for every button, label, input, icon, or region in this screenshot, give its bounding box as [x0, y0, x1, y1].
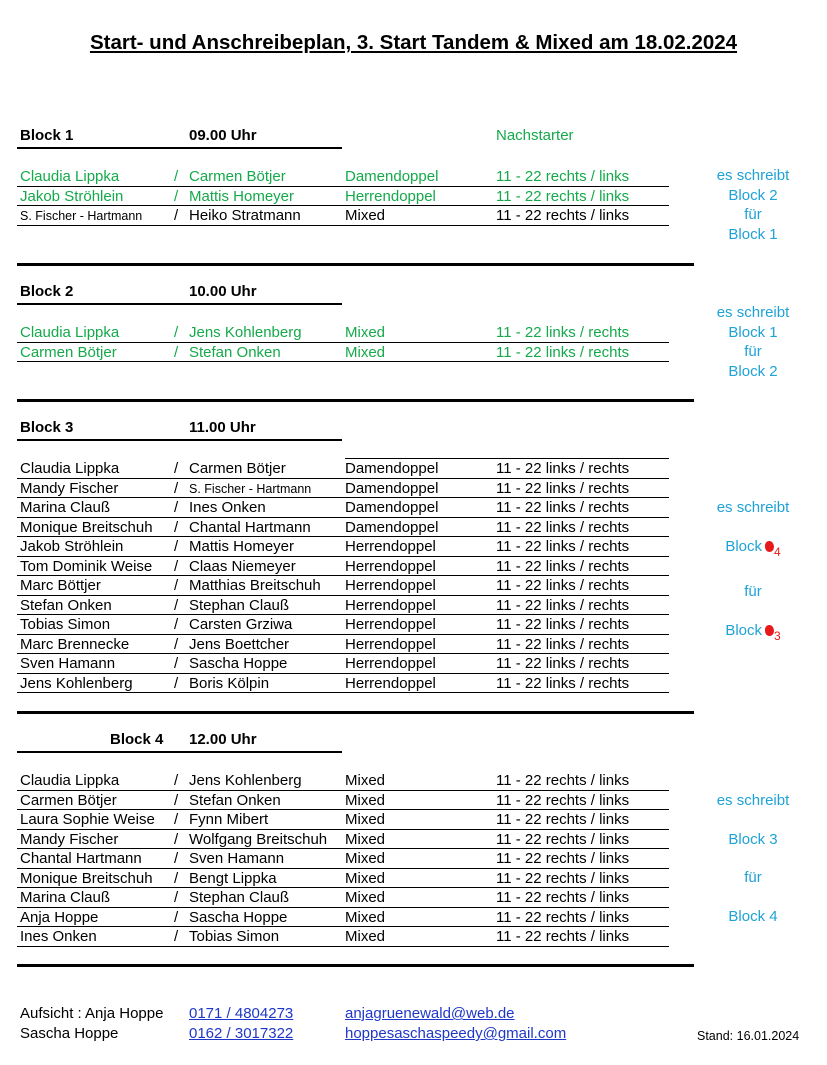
lanes: 11 - 22 rechts / links — [496, 869, 630, 887]
writer-note-text: Block — [725, 538, 762, 555]
player-2: Claas Niemeyer — [189, 557, 296, 575]
table-row — [0, 674, 700, 694]
lanes: 11 - 22 rechts / links — [496, 811, 630, 828]
lanes: 11 - 22 rechts / links — [496, 188, 630, 205]
page-title: Start- und Anschreibeplan, 3. Start Tandem & Mixed am 18.02.2024 — [89, 31, 738, 54]
discipline: Herrendoppel — [345, 577, 436, 594]
discipline: Herrendoppel — [345, 674, 436, 692]
separator: / — [174, 674, 179, 692]
discipline: Herrendoppel — [345, 557, 436, 575]
table-row — [0, 927, 700, 947]
block-label: Block 4 — [110, 731, 164, 748]
lanes: 11 - 22 links / rechts — [496, 324, 630, 341]
table-row — [0, 635, 700, 655]
discipline: Damendoppel — [345, 518, 439, 536]
player-1: Tom Dominik Weise — [20, 557, 153, 575]
player-1: Marc Böttjer — [20, 577, 101, 594]
writer-note-line: für — [744, 343, 762, 360]
separator: / — [174, 207, 179, 224]
block-label: Block 2 — [20, 283, 74, 300]
discipline: Mixed — [345, 207, 386, 224]
table-row — [0, 518, 700, 538]
lanes: 11 - 22 rechts / links — [496, 207, 630, 224]
separator: / — [174, 889, 179, 906]
separator: / — [174, 577, 179, 594]
writer-note-line: für — [744, 583, 762, 600]
row-divider — [17, 225, 669, 226]
lanes: 11 - 22 links / rechts — [496, 674, 630, 692]
table-row — [0, 810, 700, 830]
table-row — [0, 498, 700, 518]
discipline: Mixed — [345, 928, 386, 945]
separator: / — [174, 168, 179, 185]
player-1: Jakob Ströhlein — [20, 538, 124, 555]
player-1: Sven Hamann — [20, 655, 116, 672]
writer-note-line: Block 2 — [728, 362, 778, 380]
phone-link-2[interactable]: 0162 / 3017322 — [189, 1025, 294, 1042]
player-1: Claudia Lippka — [20, 324, 120, 341]
lanes: 11 - 22 links / rechts — [496, 499, 630, 516]
player-2: Stefan Onken — [189, 344, 281, 361]
discipline: Mixed — [345, 908, 386, 926]
discipline: Mixed — [345, 772, 386, 789]
writer-note-line: es schreibt — [716, 792, 790, 809]
table-row — [0, 830, 700, 850]
table-row — [0, 343, 700, 363]
annotation-subscript: 3 — [774, 629, 781, 643]
block-time: 11.00 Uhr — [189, 419, 256, 436]
table-row — [0, 557, 700, 577]
player-1: Anja Hoppe — [20, 908, 99, 926]
stand-date: Stand: 16.01.2024 — [697, 1029, 800, 1043]
lanes: 11 - 22 links / rechts — [496, 655, 630, 672]
player-1: Carmen Bötjer — [20, 791, 117, 809]
block-divider — [17, 263, 694, 266]
phone-link-1[interactable]: 0171 / 4804273 — [189, 1005, 294, 1022]
player-1: Jakob Ströhlein — [20, 188, 124, 205]
lanes: 11 - 22 links / rechts — [496, 344, 630, 361]
email-link-1[interactable]: anjagruenewald@web.de — [345, 1005, 515, 1022]
player-2: Sven Hamann — [189, 850, 285, 867]
separator: / — [174, 460, 179, 477]
row-divider — [17, 692, 669, 693]
writer-note-line: Block 1 — [728, 323, 778, 341]
separator: / — [174, 518, 179, 536]
aufsicht-label — [20, 1004, 163, 1024]
separator: / — [174, 538, 179, 555]
table-row — [0, 323, 700, 343]
block-header-underline — [17, 303, 342, 305]
email-link-2[interactable]: hoppesaschaspeedy@gmail.com — [345, 1025, 567, 1042]
table-row — [0, 576, 700, 596]
player-1: Stefan Onken — [20, 596, 112, 614]
separator: / — [174, 830, 179, 848]
lanes: 11 - 22 links / rechts — [496, 460, 630, 477]
writer-note — [708, 303, 798, 381]
player-1: Carmen Bötjer — [20, 344, 117, 361]
table-row — [0, 654, 700, 674]
lanes: 11 - 22 rechts / links — [496, 928, 630, 945]
supervisor-1: Anja Hoppe — [85, 1005, 164, 1022]
discipline: Mixed — [345, 324, 386, 341]
writer-note-text: Block — [725, 622, 762, 639]
player-1: S. Fischer - Hartmann — [20, 209, 143, 223]
annotation-subscript: 4 — [774, 545, 781, 559]
separator: / — [174, 655, 179, 672]
discipline: Mixed — [345, 850, 386, 867]
separator: / — [174, 557, 179, 575]
player-1: Marina Clauß — [20, 499, 111, 516]
discipline: Herrendoppel — [345, 596, 436, 614]
player-2: Stephan Clauß — [189, 596, 290, 614]
writer-note — [708, 166, 798, 244]
block-header-underline — [17, 147, 342, 149]
player-2: Ines Onken — [189, 499, 266, 516]
lanes: 11 - 22 links / rechts — [496, 577, 630, 594]
discipline: Damendoppel — [345, 479, 439, 497]
supervisor-2: Sascha Hoppe — [20, 1025, 119, 1042]
lanes: 11 - 22 links / rechts — [496, 479, 630, 497]
separator: / — [174, 479, 179, 497]
separator: / — [174, 811, 179, 828]
discipline: Mixed — [345, 344, 386, 361]
player-1: Mandy Fischer — [20, 479, 119, 497]
player-2: Sascha Hoppe — [189, 655, 288, 672]
table-row — [0, 771, 700, 791]
aufsicht-text: Aufsicht : — [20, 1005, 82, 1022]
separator: / — [174, 596, 179, 614]
row-divider — [17, 361, 669, 362]
discipline: Mixed — [345, 889, 386, 906]
player-2: Mattis Homeyer — [189, 188, 295, 205]
player-2: Matthias Breitschuh — [189, 577, 321, 594]
player-2: Bengt Lippka — [189, 869, 277, 887]
separator: / — [174, 869, 179, 887]
discipline: Herrendoppel — [345, 188, 436, 205]
separator: / — [174, 772, 179, 789]
writer-note-line: es schreibt — [716, 167, 790, 184]
block-divider — [17, 964, 694, 967]
block-label: Block 3 — [20, 419, 74, 436]
separator: / — [174, 188, 179, 205]
discipline: Damendoppel — [345, 499, 439, 516]
lanes: 11 - 22 rechts / links — [496, 850, 630, 867]
annotation-mark-icon — [765, 541, 774, 552]
writer-note-line: für — [744, 206, 762, 223]
discipline: Herrendoppel — [345, 635, 436, 653]
player-2: Chantal Hartmann — [189, 518, 311, 536]
player-2: Wolfgang Breitschuh — [189, 830, 328, 848]
player-2: Jens Kohlenberg — [189, 772, 302, 789]
lanes: 11 - 22 rechts / links — [496, 791, 630, 809]
block-time: 12.00 Uhr — [189, 731, 257, 748]
annotation-mark-icon — [765, 625, 774, 636]
player-1: Jens Kohlenberg — [20, 674, 133, 692]
block-header-underline — [17, 439, 342, 441]
separator: / — [174, 635, 179, 653]
block-time: 09.00 Uhr — [189, 127, 257, 144]
lanes: 11 - 22 links / rechts — [496, 557, 630, 575]
writer-note-line — [708, 537, 798, 563]
player-1: Mandy Fischer — [20, 830, 119, 848]
block-time: 10.00 Uhr — [189, 283, 257, 300]
player-2: Boris Kölpin — [189, 674, 270, 692]
block-divider — [17, 711, 694, 714]
writer-note-line: Block 1 — [728, 225, 778, 243]
table-row — [0, 459, 700, 479]
writer-note-line: es schreibt — [716, 304, 790, 321]
separator: / — [174, 344, 179, 361]
writer-note-line — [708, 621, 798, 647]
separator: / — [174, 616, 179, 633]
table-row — [0, 167, 700, 187]
player-2: Jens Kohlenberg — [189, 324, 302, 341]
lanes: 11 - 22 rechts / links — [496, 908, 630, 926]
player-2: Carmen Bötjer — [189, 168, 286, 185]
lanes: 11 - 22 links / rechts — [496, 616, 630, 633]
player-2: Heiko Stratmann — [189, 207, 301, 224]
discipline: Damendoppel — [345, 460, 439, 477]
player-2: Stefan Onken — [189, 791, 281, 809]
player-2: Sascha Hoppe — [189, 908, 288, 926]
writer-note-line: Block 4 — [728, 907, 778, 925]
writer-note — [708, 791, 798, 926]
discipline: Herrendoppel — [345, 538, 436, 555]
separator: / — [174, 791, 179, 809]
player-2: Carmen Bötjer — [189, 460, 286, 477]
table-row — [0, 479, 700, 499]
discipline: Damendoppel — [345, 168, 439, 185]
nachstarter-label: Nachstarter — [496, 127, 574, 144]
player-2: Stephan Clauß — [189, 889, 290, 906]
block-label: Block 1 — [20, 127, 74, 144]
table-row — [0, 615, 700, 635]
writer-note-line: Block 3 — [728, 830, 778, 848]
player-2: Jens Boettcher — [189, 635, 290, 653]
player-2: Tobias Simon — [189, 928, 280, 945]
lanes: 11 - 22 rechts / links — [496, 830, 630, 848]
player-1: Claudia Lippka — [20, 168, 120, 185]
lanes: 11 - 22 rechts / links — [496, 772, 630, 789]
player-1: Marc Brennecke — [20, 635, 130, 653]
lanes: 11 - 22 rechts / links — [496, 889, 630, 906]
block-divider — [17, 399, 694, 402]
player-2: Mattis Homeyer — [189, 538, 295, 555]
discipline: Mixed — [345, 811, 386, 828]
player-1: Monique Breitschuh — [20, 518, 153, 536]
player-2: Carsten Grziwa — [189, 616, 293, 633]
discipline: Mixed — [345, 830, 386, 848]
lanes: 11 - 22 rechts / links — [496, 168, 630, 185]
separator: / — [174, 324, 179, 341]
player-1: Claudia Lippka — [20, 772, 120, 789]
table-row — [0, 869, 700, 889]
discipline: Mixed — [345, 869, 386, 887]
lanes: 11 - 22 links / rechts — [496, 596, 630, 614]
separator: / — [174, 499, 179, 516]
table-row — [0, 791, 700, 811]
table-row — [0, 596, 700, 616]
writer-note-line: Block 2 — [728, 186, 778, 204]
writer-note-line: für — [744, 869, 762, 886]
writer-note-line: es schreibt — [716, 499, 790, 516]
table-row — [0, 888, 700, 908]
player-1: Ines Onken — [20, 928, 97, 945]
lanes: 11 - 22 links / rechts — [496, 538, 630, 555]
lanes: 11 - 22 links / rechts — [496, 518, 630, 536]
block-header-underline — [17, 751, 342, 753]
discipline: Herrendoppel — [345, 616, 436, 633]
player-1: Marina Clauß — [20, 889, 111, 906]
player-2: S. Fischer - Hartmann — [189, 481, 312, 496]
separator: / — [174, 928, 179, 945]
table-row — [0, 187, 700, 207]
player-1: Claudia Lippka — [20, 460, 120, 477]
writer-note — [708, 498, 798, 647]
player-2: Fynn Mibert — [189, 811, 269, 828]
separator: / — [174, 850, 179, 867]
lanes: 11 - 22 links / rechts — [496, 635, 630, 653]
row-divider — [17, 946, 669, 947]
table-row — [0, 537, 700, 557]
discipline: Mixed — [345, 791, 386, 809]
player-1: Tobias Simon — [20, 616, 111, 633]
table-row — [0, 206, 700, 226]
player-1: Monique Breitschuh — [20, 869, 153, 887]
table-row — [0, 849, 700, 869]
separator: / — [174, 908, 179, 926]
discipline: Herrendoppel — [345, 655, 436, 672]
table-row — [0, 908, 700, 928]
player-1: Laura Sophie Weise — [20, 811, 155, 828]
player-1: Chantal Hartmann — [20, 850, 142, 867]
